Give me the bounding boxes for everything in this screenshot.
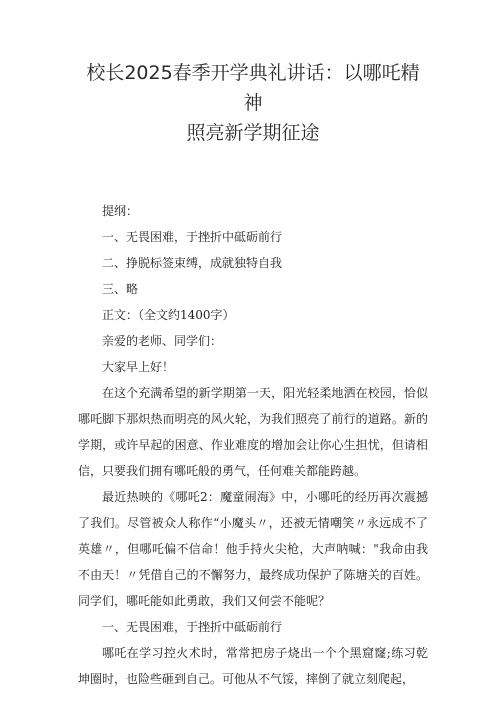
title-line-2: 照亮新学期征途: [186, 122, 320, 144]
outline-item-3: 三、略: [102, 282, 139, 296]
outline-heading: 提纲：: [102, 204, 139, 218]
outline-item-2: 二、挣脱标签束缚，成就独特自我: [102, 256, 283, 270]
salutation: 亲爱的老师、同学们：: [102, 334, 223, 348]
paragraph-2: 最近热映的《哪吒2：魔童闹海》中，小哪吒的经历再次震撼了我们。尽管被众人称作“小魔头〃，还被无情嘲笑〃永远成不了英雄〃，但哪吒偏不信命！他手持火尖枪，大声呐喊："我命由我不由天！〃凭借自己的不懈努力，最终成功保护了陈塘关的百姓。同学们，哪吒能如此勇敢，我们又何尝不能呢？: [78, 490, 428, 608]
title-line-1: 校长2025春季开学典礼讲话：以哪吒精神: [86, 62, 420, 114]
section-heading: 一、无畏困难，于挫折中砥砺前行: [102, 620, 283, 634]
outline-item-1: 一、无畏困难，于挫折中砥砺前行: [102, 230, 283, 244]
document-title: [78, 58, 428, 148]
paragraph-1: 在这个充满希望的新学期第一天，阳光轻柔地洒在校园，恰似哪吒脚下那炽热而明亮的风火轮，为我们照亮了前行的道路。新的学期，或许早起的困意、作业难度的增加会让你心生担忧，但请相信，只要我们拥有哪吒般的勇气，任何难关都能跨越。: [78, 386, 428, 478]
body-label: 正文：（全文约1400字）: [102, 308, 235, 322]
outline-section: [78, 198, 428, 380]
greeting: 大家早上好！: [102, 360, 175, 374]
section-paragraph: 哪吒在学习控火术时，常常把房子烧出一个个黑窟窿;练习乾坤圈时，也险些砸到自己。可他从不气馁，摔倒了就立刻爬起，: [78, 646, 428, 686]
